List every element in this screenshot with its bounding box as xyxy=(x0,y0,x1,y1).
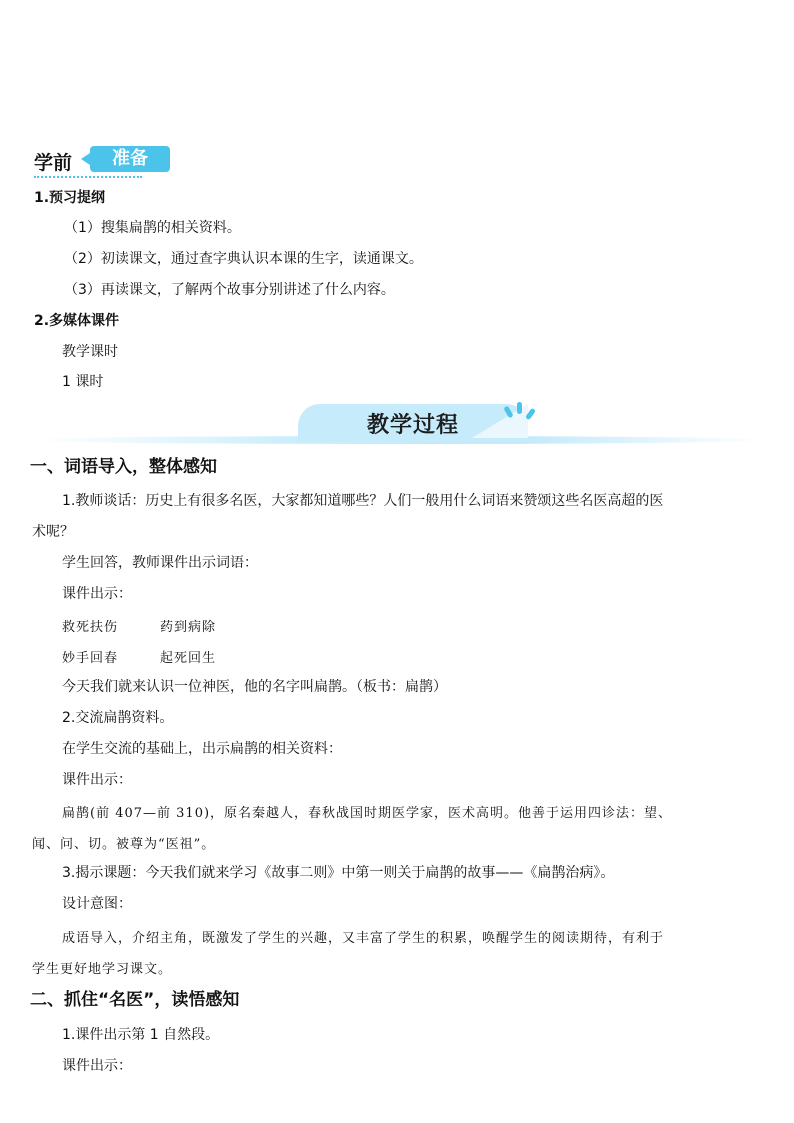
idiom: 起死回生 xyxy=(160,651,217,666)
courseware-label: 课件出示： xyxy=(62,1058,132,1074)
preview-heading: 1.预习提纲 xyxy=(34,190,106,206)
design-text: 学生更好地学习课文。 xyxy=(32,962,173,977)
paragraph: 学生回答，教师课件出示词语： xyxy=(62,555,258,571)
design-text: 成语导入，介绍主角，既激发了学生的兴趣，又丰富了学生的积累，唤醒学生的阅读期待，有利于 xyxy=(62,931,665,946)
process-banner xyxy=(30,398,766,448)
preview-item: （2）初读课文，通过查字典认识本课的生字，读通课文。 xyxy=(64,251,423,267)
paragraph: 在学生交流的基础上，出示扁鹊的相关资料： xyxy=(62,741,342,757)
bio-text: 闻、问、切。被尊为“医祖”。 xyxy=(32,837,216,852)
courseware-label: 课件出示： xyxy=(62,772,132,788)
paragraph: 3.揭示课题：今天我们就来学习《故事二则》中第一则关于扁鹊的故事——《扁鹊治病》。 xyxy=(62,865,615,881)
process-title: 教学过程 xyxy=(366,413,459,438)
preview-item: （1）搜集扁鹊的相关资料。 xyxy=(64,220,241,236)
section2-heading: 二、抓住“名医”，读悟感知 xyxy=(30,990,240,1010)
paragraph: 今天我们就来认识一位神医，他的名字叫扁鹊。（板书：扁鹊） xyxy=(62,679,447,695)
media-heading: 2.多媒体课件 xyxy=(34,313,120,329)
idiom: 药到病除 xyxy=(160,620,217,635)
hours-value: 1 课时 xyxy=(62,374,104,390)
paragraph: 术呢？ xyxy=(32,524,74,540)
design-label: 设计意图： xyxy=(62,896,132,912)
paragraph: 1.课件出示第 1 自然段。 xyxy=(62,1027,220,1043)
hours-label: 教学课时 xyxy=(62,344,118,360)
section1-heading: 一、词语导入，整体感知 xyxy=(30,457,217,477)
idiom: 妙手回春 xyxy=(62,651,119,666)
idiom: 救死扶伤 xyxy=(62,620,119,635)
droplet-icon xyxy=(517,402,522,414)
paragraph: 1.教师谈话：历史上有很多名医，大家都知道哪些？人们一般用什么词语来赞颂这些名医高超的医 xyxy=(62,493,664,509)
paragraph: 2.交流扁鹊资料。 xyxy=(62,710,174,726)
bio-text: 扁鹊(前 407—前 310)，原名秦越人，春秋战国时期医学家，医术高明。他善于运用四诊法：望、 xyxy=(62,806,673,821)
prep-header-tag: 准备 xyxy=(90,146,170,172)
courseware-label: 课件出示： xyxy=(62,586,132,602)
prep-header-prefix: 学前 xyxy=(34,152,73,174)
preview-item: （3）再读课文，了解两个故事分别讲述了什么内容。 xyxy=(64,282,395,298)
prep-header-underline xyxy=(34,176,142,178)
